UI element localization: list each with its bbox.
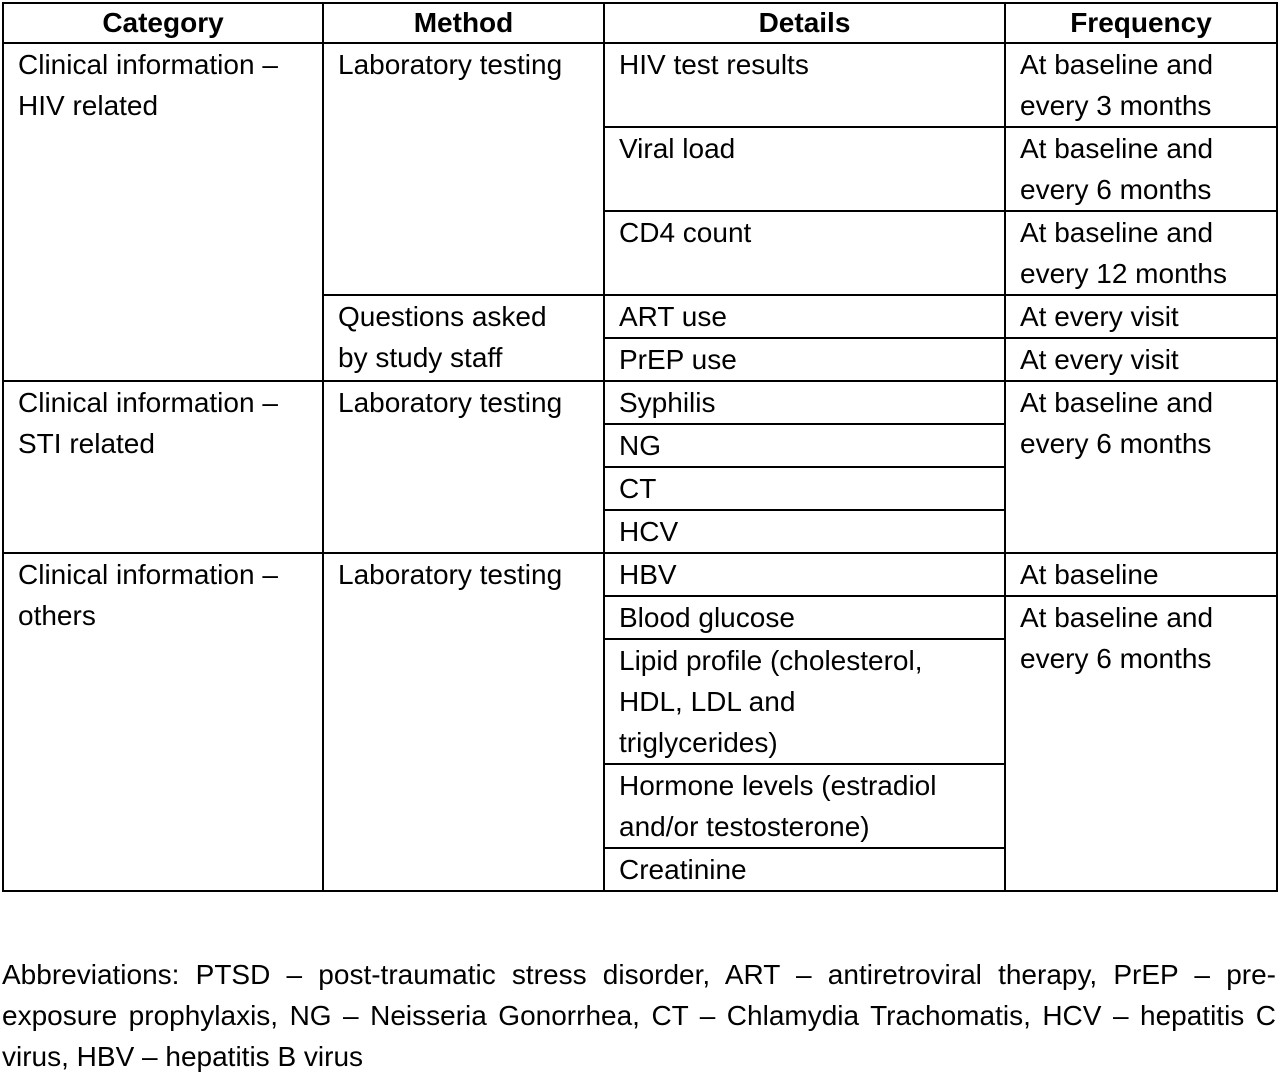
method-cell [323, 295, 604, 381]
details-cell [604, 381, 1005, 424]
frequency-cell [1005, 211, 1277, 295]
details-text: CT [619, 473, 657, 504]
method-text: Laboratory testing [338, 559, 563, 590]
details-text: Hormone levels (estradiol and/or testosterone) [619, 770, 937, 842]
category-text: Clinical information – others [18, 559, 278, 631]
method-text: Questions asked by study staff [338, 301, 547, 373]
method-text: Laboratory testing [338, 387, 563, 418]
details-text: ART use [619, 301, 727, 332]
header-details: Details [604, 3, 1005, 43]
header-method: Method [323, 3, 604, 43]
header-row [3, 3, 1277, 43]
details-cell [604, 295, 1005, 338]
frequency-text: At baseline and every 6 months [1020, 602, 1214, 674]
frequency-cell [1005, 553, 1277, 596]
frequency-cell [1005, 338, 1277, 381]
details-text: PrEP use [619, 344, 737, 375]
frequency-cell [1005, 43, 1277, 127]
details-text: Viral load [619, 133, 736, 164]
category-text: Clinical information – STI related [18, 387, 278, 459]
details-cell [604, 467, 1005, 510]
category-cell [3, 381, 323, 553]
frequency-text: At every visit [1020, 301, 1179, 332]
category-cell [3, 43, 323, 381]
details-cell [604, 338, 1005, 381]
table-row [3, 43, 1277, 127]
details-text: Blood glucose [619, 602, 795, 633]
frequency-cell [1005, 381, 1277, 553]
frequency-text: At baseline and every 6 months [1020, 387, 1214, 459]
method-cell [323, 381, 604, 553]
frequency-cell [1005, 596, 1277, 891]
details-text: Syphilis [619, 387, 716, 418]
header-category: Category [3, 3, 323, 43]
details-cell [604, 764, 1005, 848]
header-frequency: Frequency [1005, 3, 1277, 43]
method-cell [323, 553, 604, 891]
table-row [3, 553, 1277, 596]
frequency-text: At baseline and every 3 months [1020, 49, 1214, 121]
frequency-text: At baseline and every 6 months [1020, 133, 1214, 205]
details-text: NG [619, 430, 661, 461]
study-measures-table [2, 2, 1278, 892]
details-text: Creatinine [619, 854, 747, 885]
table-row [3, 381, 1277, 424]
frequency-cell [1005, 127, 1277, 211]
frequency-text: At every visit [1020, 344, 1179, 375]
details-cell [604, 848, 1005, 891]
details-cell [604, 596, 1005, 639]
frequency-text: At baseline [1020, 559, 1159, 590]
details-text: Lipid profile (cholesterol, HDL, LDL and triglycerides) [619, 645, 923, 758]
method-text: Laboratory testing [338, 49, 563, 80]
details-text: HBV [619, 559, 677, 590]
details-text: HCV [619, 516, 679, 547]
method-cell [323, 43, 604, 295]
details-cell [604, 639, 1005, 764]
details-text: CD4 count [619, 217, 752, 248]
category-cell [3, 553, 323, 891]
details-cell [604, 424, 1005, 467]
details-text: HIV test results [619, 49, 809, 80]
details-cell [604, 127, 1005, 211]
details-cell [604, 510, 1005, 553]
frequency-text: At baseline and every 12 months [1020, 217, 1227, 289]
details-cell [604, 211, 1005, 295]
abbreviations-note: Abbreviations: PTSD – post-traumatic stress disorder, ART – antiretroviral therapy, PrEP – pre-exposure prophylaxis, NG – Neisseria Gonorrhea, CT – Chlamydia Trachomatis, HCV – hepatitis C virus, HBV – hepatitis B virus [2, 959, 1276, 1072]
frequency-cell [1005, 295, 1277, 338]
details-cell [604, 43, 1005, 127]
category-text: Clinical information – HIV related [18, 49, 278, 121]
details-cell [604, 553, 1005, 596]
